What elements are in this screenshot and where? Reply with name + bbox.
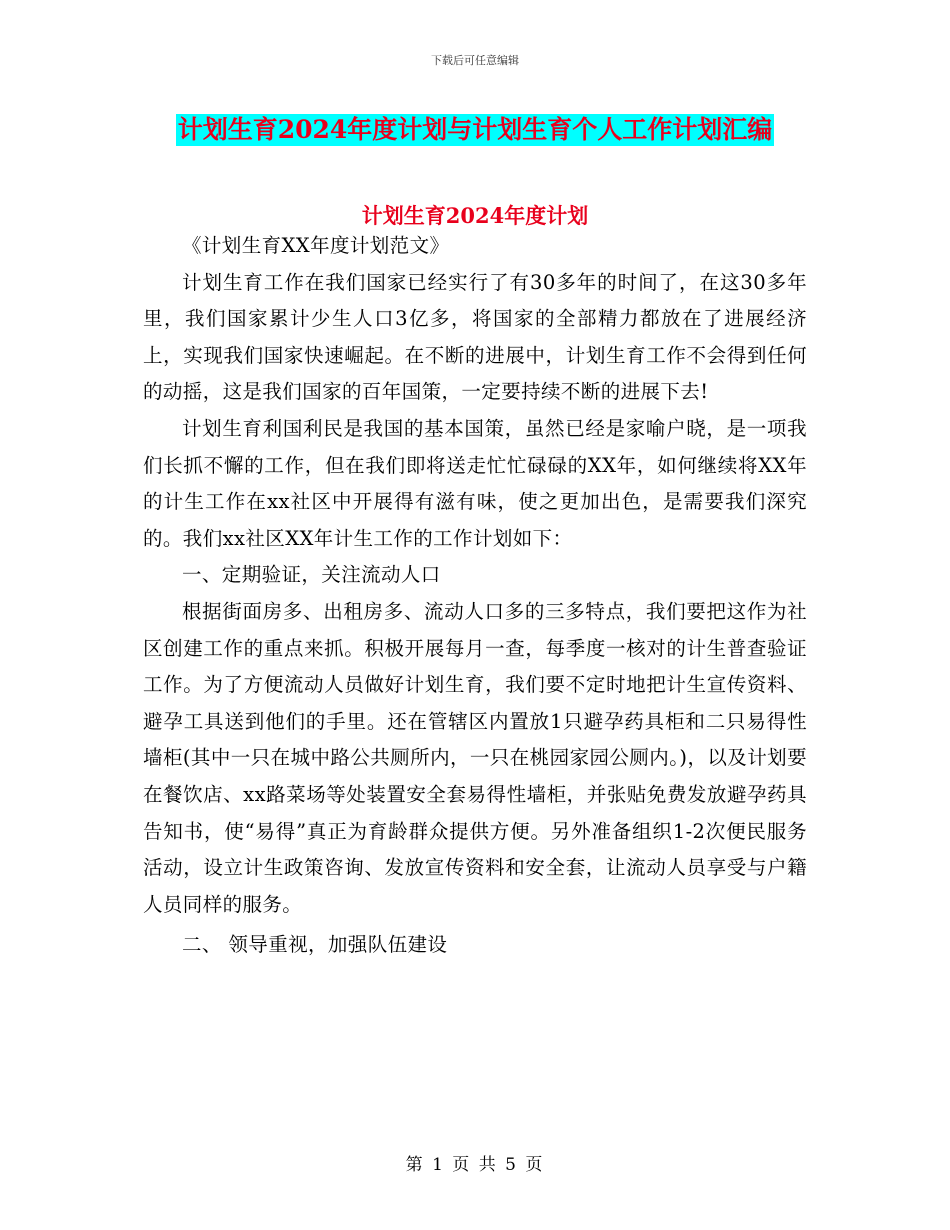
main-title-container (0, 114, 950, 146)
main-title: 计划生育2024年度计划与计划生育个人工作计划汇编 (177, 115, 773, 144)
paragraph-section-one: 根据街面房多、出租房多、流动人口多的三多特点，我们要把这作为社区创建工作的重点来抓。积极开展每月一查，每季度一核对的计生普查验证工作。为了方便流动人员做好计划生育，我们要不定时地把计生宣传资料、避孕工具送到他们的手里。还在管辖区内置放1只避孕药具柜和二只易得性墙柜(其中一只在城中路公共厕所内，一只在桃园家园公厕内。)，以及计划要在餐饮店、xx路菜场等处装置安全套易得性墙柜，并张贴免费发放避孕药具告知书，使“易得”真正为育龄群众提供方便。另外准备组织1-2次便民服务活动，设立计生政策咨询、发放宣传资料和安全套，让流动人员享受与户籍人员同样的服务。 (143, 599, 807, 916)
document-body (143, 228, 807, 964)
section-title: 计划生育2024年度计划 (361, 203, 589, 228)
paragraph-policy: 计划生育利国利民是我国的基本国策，虽然已经是家喻户晓，是一项我们长抓不懈的工作，但在我们即将送走忙忙碌碌的XX年，如何继续将XX年的计生工作在xx社区中开展得有滋有味，使之更加出色，是需要我们深究的。我们xx社区XX年计生工作的工作计划如下： (143, 416, 807, 550)
heading-section-two: 二、 领导重视，加强队伍建设 (182, 933, 448, 957)
page-footer: 第 1 页 共 5 页 (405, 1155, 545, 1175)
header-note: 下载后可任意编辑 (431, 54, 519, 67)
paragraph-intro: 计划生育工作在我们国家已经实行了有30多年的时间了，在这30多年里，我们国家累计少生人口3亿多，将国家的全部精力都放在了进展经济上，实现我们国家快速崛起。在不断的进展中，计划生育工作不会得到任何的动摇，这是我们国家的百年国策，一定要持续不断的进展下去! (143, 270, 807, 404)
heading-section-one: 一、定期验证，关注流动人口 (182, 563, 441, 587)
paragraph-source-title: 《计划生育XX年度计划范文》 (182, 234, 450, 257)
